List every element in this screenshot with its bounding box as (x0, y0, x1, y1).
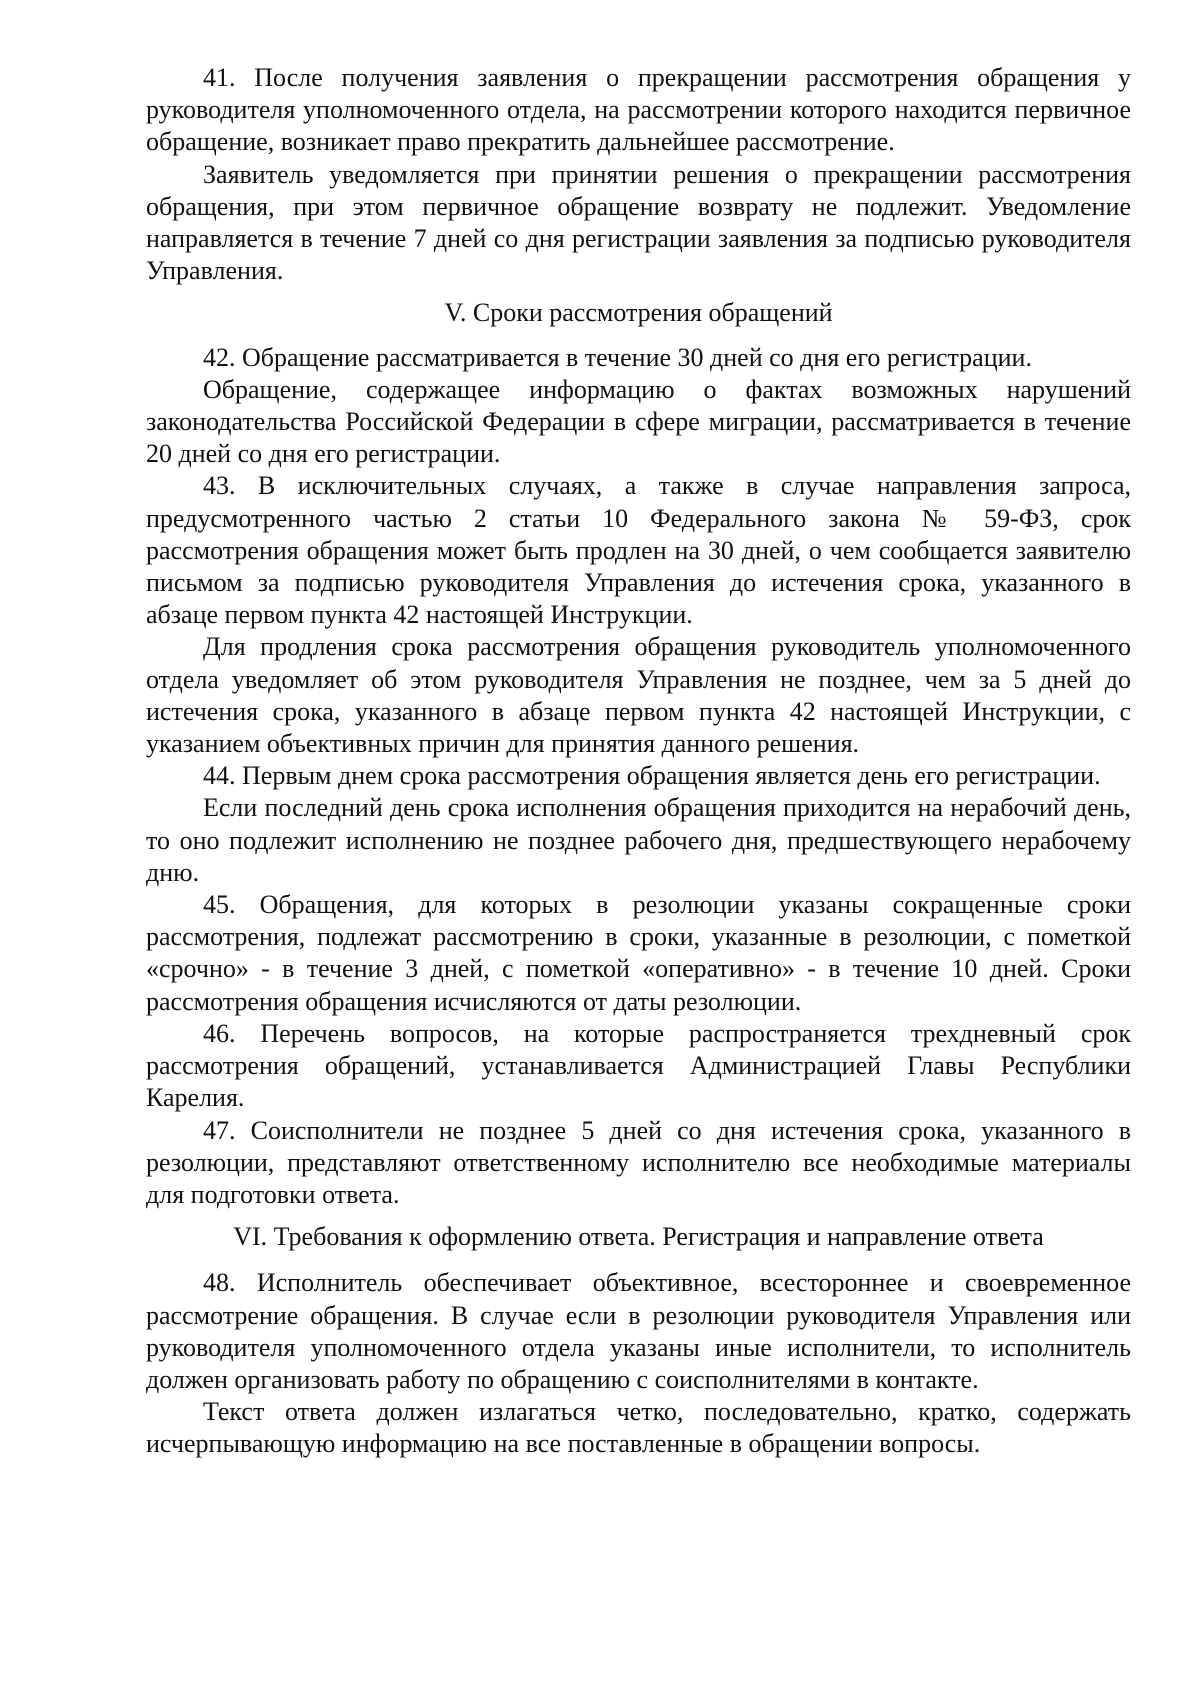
paragraph-46: 46. Перечень вопросов, на которые распространяется трехдневный срок рассмотрения обращений, устанавливается Администрацией Главы Республики Карелия. (146, 1018, 1131, 1113)
paragraph-45: 45. Обращения, для которых в резолюции указаны сокращенные сроки рассмотрения, подлежат рассмотрению в сроки, указанные в резолюции, с пометкой «срочно» - в течение 3 дней, с пометкой «оперативно» - в течение 10 дней. Сроки рассмотрения обращения исчисляются от даты резолюции. (146, 890, 1131, 1016)
paragraph-48: 48. Исполнитель обеспечивает объективное, всестороннее и своевременное рассмотрение обращения. В случае если в резолюции руководителя Управления или руководителя уполномоченного отдела указаны иные исполнители, то исполнитель должен организовать работу по обращению с соисполнителями в контакте. (146, 1268, 1131, 1394)
section-vi-heading: VI. Требования к оформлению ответа. Регистрация и направление ответа (233, 1222, 1044, 1252)
paragraph-41-notice: Заявитель уведомляется при принятии решения о прекращении рассмотрения обращения, при этом первичное обращение возврату не подлежит. Уведомление направляется в течение 7 дней со дня регистрации заявления за подписью руководителя Управления. (146, 159, 1131, 286)
document-page (146, 62, 1131, 1461)
paragraph-42: 42. Обращение рассматривается в течение 30 дней со дня его регистрации. (203, 342, 1032, 372)
paragraph-44-holiday: Если последний день срока исполнения обращения приходится на нерабочий день, то оно подлежит исполнению не позднее рабочего дня, предшествующего нерабочему дню. (146, 793, 1131, 887)
paragraph-43: 43. В исключительных случаях, а также в случае направления запроса, предусмотренного частью 2 статьи 10 Федерального закона № 59-ФЗ, срок рассмотрения обращения может быть продлен на 30 дней, о чем сообщается заявителю письмом за подписью руководителя Управления до истечения срока, указанного в абзаце первом пункта 42 настоящей Инструкции. (146, 471, 1131, 630)
paragraph-43-extension: Для продления срока рассмотрения обращения руководитель уполномоченного отдела уведомляет об этом руководителя Управления не позднее, чем за 5 дней до истечения срока, указанного в абзаце первом пункта 42 настоящей Инструкции, с указанием объективных причин для принятия данного решения. (146, 632, 1131, 759)
paragraph-48-answer-text: Текст ответа должен излагаться четко, последовательно, кратко, содержать исчерпывающую информацию на все поставленные в обращении вопросы. (146, 1397, 1131, 1459)
paragraph-44: 44. Первым днем срока рассмотрения обращения является день его регистрации. (203, 761, 1101, 791)
section-v-heading: V. Сроки рассмотрения обращений (444, 298, 833, 328)
paragraph-42-migration: Обращение, содержащее информацию о фактах возможных нарушений законодательства Российской Федерации в сфере миграции, рассматривается в течение 20 дней со дня его регистрации. (146, 374, 1131, 469)
paragraph-47: 47. Соисполнители не позднее 5 дней со дня истечения срока, указанного в резолюции, представляют ответственному исполнителю все необходимые материалы для подготовки ответа. (146, 1115, 1131, 1209)
paragraph-41: 41. После получения заявления о прекращении рассмотрения обращения у руководителя уполномоченного отдела, на рассмотрении которого находится первичное обращение, возникает право прекратить дальнейшее рассмотрение. (146, 63, 1131, 157)
